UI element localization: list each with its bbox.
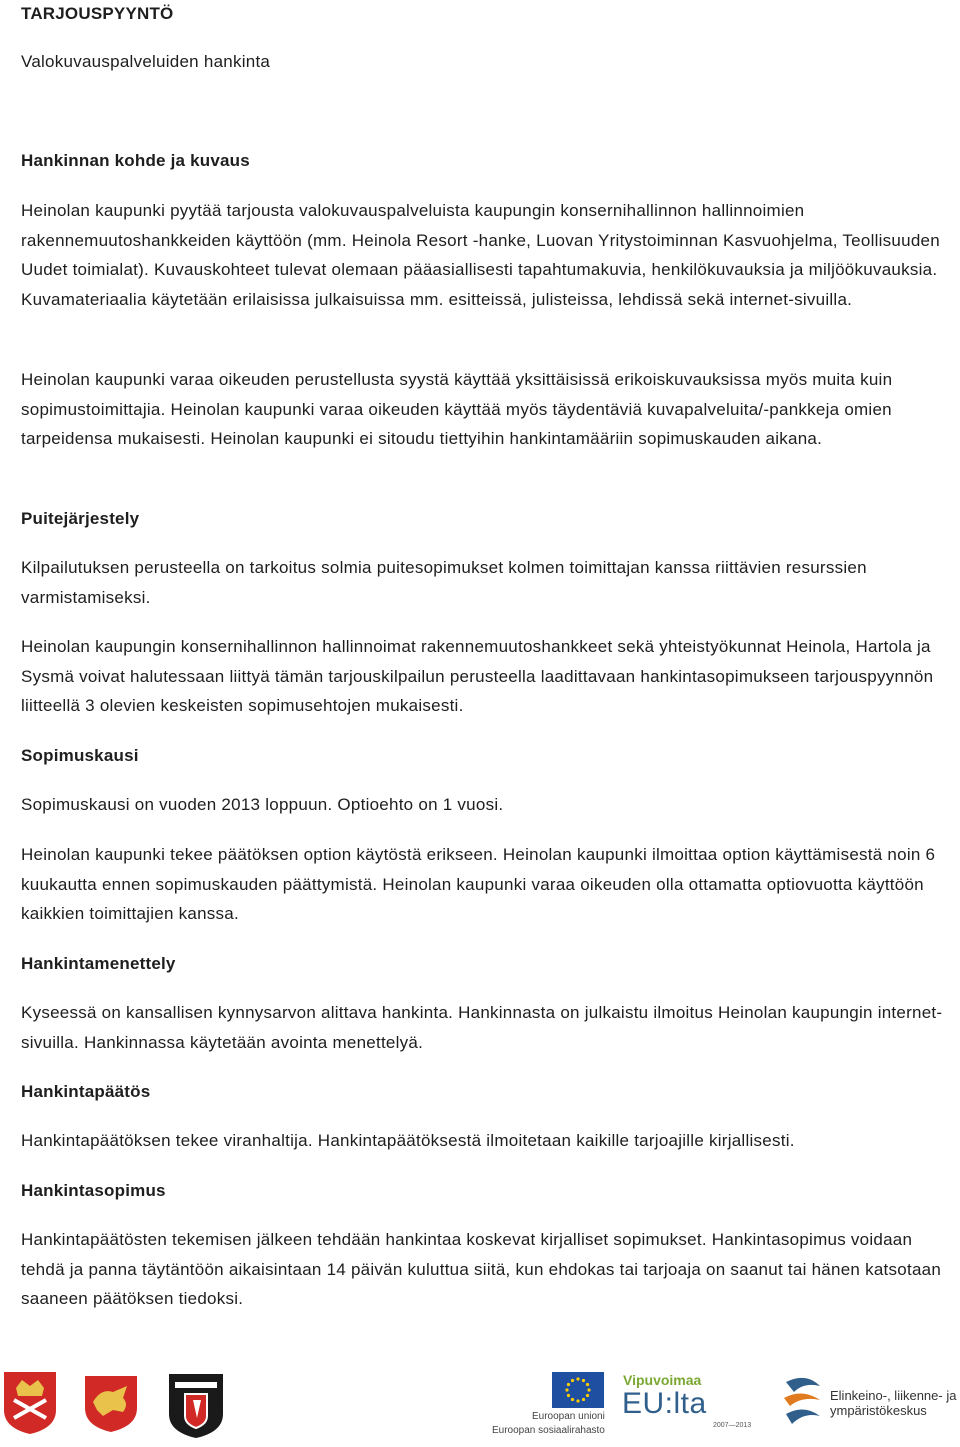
eu-flag-star — [576, 1399, 579, 1402]
eu-flag-star — [576, 1377, 579, 1380]
municipal-coat-of-arms-lion-icon — [83, 1374, 139, 1434]
section-heading-puitejarjestely: Puitejärjestely — [21, 509, 140, 528]
paragraph-hankinnan-kohde-2: Heinolan kaupunki varaa oikeuden perustellusta syystä käyttää yksittäisissä erikoiskuvauksissa myös muita kuin sopimustoimittajia. Heinolan kaupunki varaa oikeuden käyttää myös täydentäviä kuvapalveluita/-pankkeja omien tarpeidensa mukaisesti. Heinolan kaupunki ei sitoudu tiettyihin hankintamääriin sopimuskauden aikana. — [21, 370, 893, 449]
eu-flag-star — [582, 1398, 585, 1401]
document-subtitle: Valokuvauspalveluiden hankinta — [21, 52, 271, 71]
vipuvoimaa-brand: EU:lta — [622, 1387, 707, 1420]
paragraph-hankintamenettely-1: Kyseessä on kansallisen kynnysarvon alittava hankinta. Hankinnasta on julkaistu ilmoitus Heinolan kaupungin internet-sivuilla. Hankinnassa käytetään avointa menettelyä. — [21, 1003, 943, 1052]
section-heading-sopimuskausi: Sopimuskausi — [21, 746, 139, 765]
ely-label-line2: ympäristökeskus — [830, 1403, 927, 1418]
section-heading-hankintamenettely: Hankintamenettely — [21, 954, 176, 973]
ely-centre-logo-icon — [780, 1372, 826, 1432]
section-heading-hankintasopimus: Hankintasopimus — [21, 1181, 166, 1200]
eu-flag-star — [582, 1379, 585, 1382]
municipal-coat-of-arms-crown-icon — [2, 1370, 58, 1436]
eu-flag-star — [571, 1379, 574, 1382]
eu-label-line2: Euroopan sosiaalirahasto — [492, 1425, 605, 1436]
vipuvoimaa-years: 2007—2013 — [713, 1422, 752, 1429]
paragraph-hankintapaatos-1: Hankintapäätöksen tekee viranhaltija. Hankintapäätöksestä ilmoitetaan kaikille tarjoajille kirjallisesti. — [21, 1131, 795, 1150]
footer-logos — [0, 1368, 960, 1447]
eu-flag-star — [587, 1388, 590, 1391]
section-heading-hankintapaatos: Hankintapäätös — [21, 1082, 151, 1101]
document-title: TARJOUSPYYNTÖ — [21, 4, 174, 23]
ely-label-line1: Elinkeino-, liikenne- ja — [830, 1388, 957, 1403]
eu-flag-star — [586, 1394, 589, 1397]
eu-flag-star — [567, 1394, 570, 1397]
eu-label-line1: Euroopan unioni — [532, 1411, 605, 1422]
eu-flag-star — [586, 1383, 589, 1386]
paragraph-hankinnan-kohde-1: Heinolan kaupunki pyytää tarjousta valokuvauspalveluista kaupungin konsernihallinnon hallinnoimien rakennemuutoshankkeiden käyttöön (mm. Heinola Resort -hanke, Luovan Yritystoiminnan Kasvuohjelma, Teollisuuden Uudet toimialat). Kuvauskohteet tulevat olemaan pääasiallisesti tapahtumakuvia, henkilökuvauksia ja miljöökuvauksia. Kuvamateriaalia käytetään erilaisissa julkaisuissa mm. esitteissä, julisteissa, lehdissä sekä internet-sivuilla. — [21, 201, 940, 310]
paragraph-hankintasopimus-1: Hankintapäätösten tekemisen jälkeen tehdään hankintaa koskevat kirjalliset sopimukset. Hankintasopimus voidaan tehdä ja panna täytäntöön aikaisintaan 14 päivän kuluttua siitä, kun ehdokas tai tarjoaja on saanut tai hänen katsotaan saaneen päätöksen tiedoksi. — [21, 1230, 942, 1309]
section-heading-hankinnan-kohde: Hankinnan kohde ja kuvaus — [21, 151, 250, 170]
paragraph-sopimuskausi-2: Heinolan kaupunki tekee päätöksen option käytöstä erikseen. Heinolan kaupunki ilmoittaa option käyttämisestä noin 6 kuukautta ennen sopimuskauden päättymistä. Heinolan kaupunki varaa oikeuden olla ottamatta optiovuotta käyttöön kaikkien toimittajien kanssa. — [21, 845, 936, 924]
eu-flag-star — [565, 1388, 568, 1391]
vipuvoimaa-title: Vipuvoimaa — [623, 1372, 702, 1388]
paragraph-sopimuskausi-1: Sopimuskausi on vuoden 2013 loppuun. Optioehto on 1 vuosi. — [21, 795, 504, 814]
paragraph-puitejarjestely-1: Kilpailutuksen perusteella on tarkoitus solmia puitesopimukset kolmen toimittajan kanssa riittävien resurssien varmistamiseksi. — [21, 558, 867, 607]
eu-flag-star — [567, 1383, 570, 1386]
eu-flag-icon — [552, 1372, 604, 1408]
municipal-coat-of-arms-shield-icon — [167, 1372, 225, 1440]
paragraph-puitejarjestely-2: Heinolan kaupungin konsernihallinnon hallinnoimat rakennemuutoshankkeet sekä yhteistyökunnat Heinola, Hartola ja Sysmä voivat halutessaan liittyä tämän tarjouskilpailun perusteella laadittavaan hankintasopimukseen tarjouspyynnön liitteellä 3 olevien keskeisten sopimusehtojen mukaisesti. — [21, 637, 934, 716]
eu-flag-star — [571, 1398, 574, 1401]
